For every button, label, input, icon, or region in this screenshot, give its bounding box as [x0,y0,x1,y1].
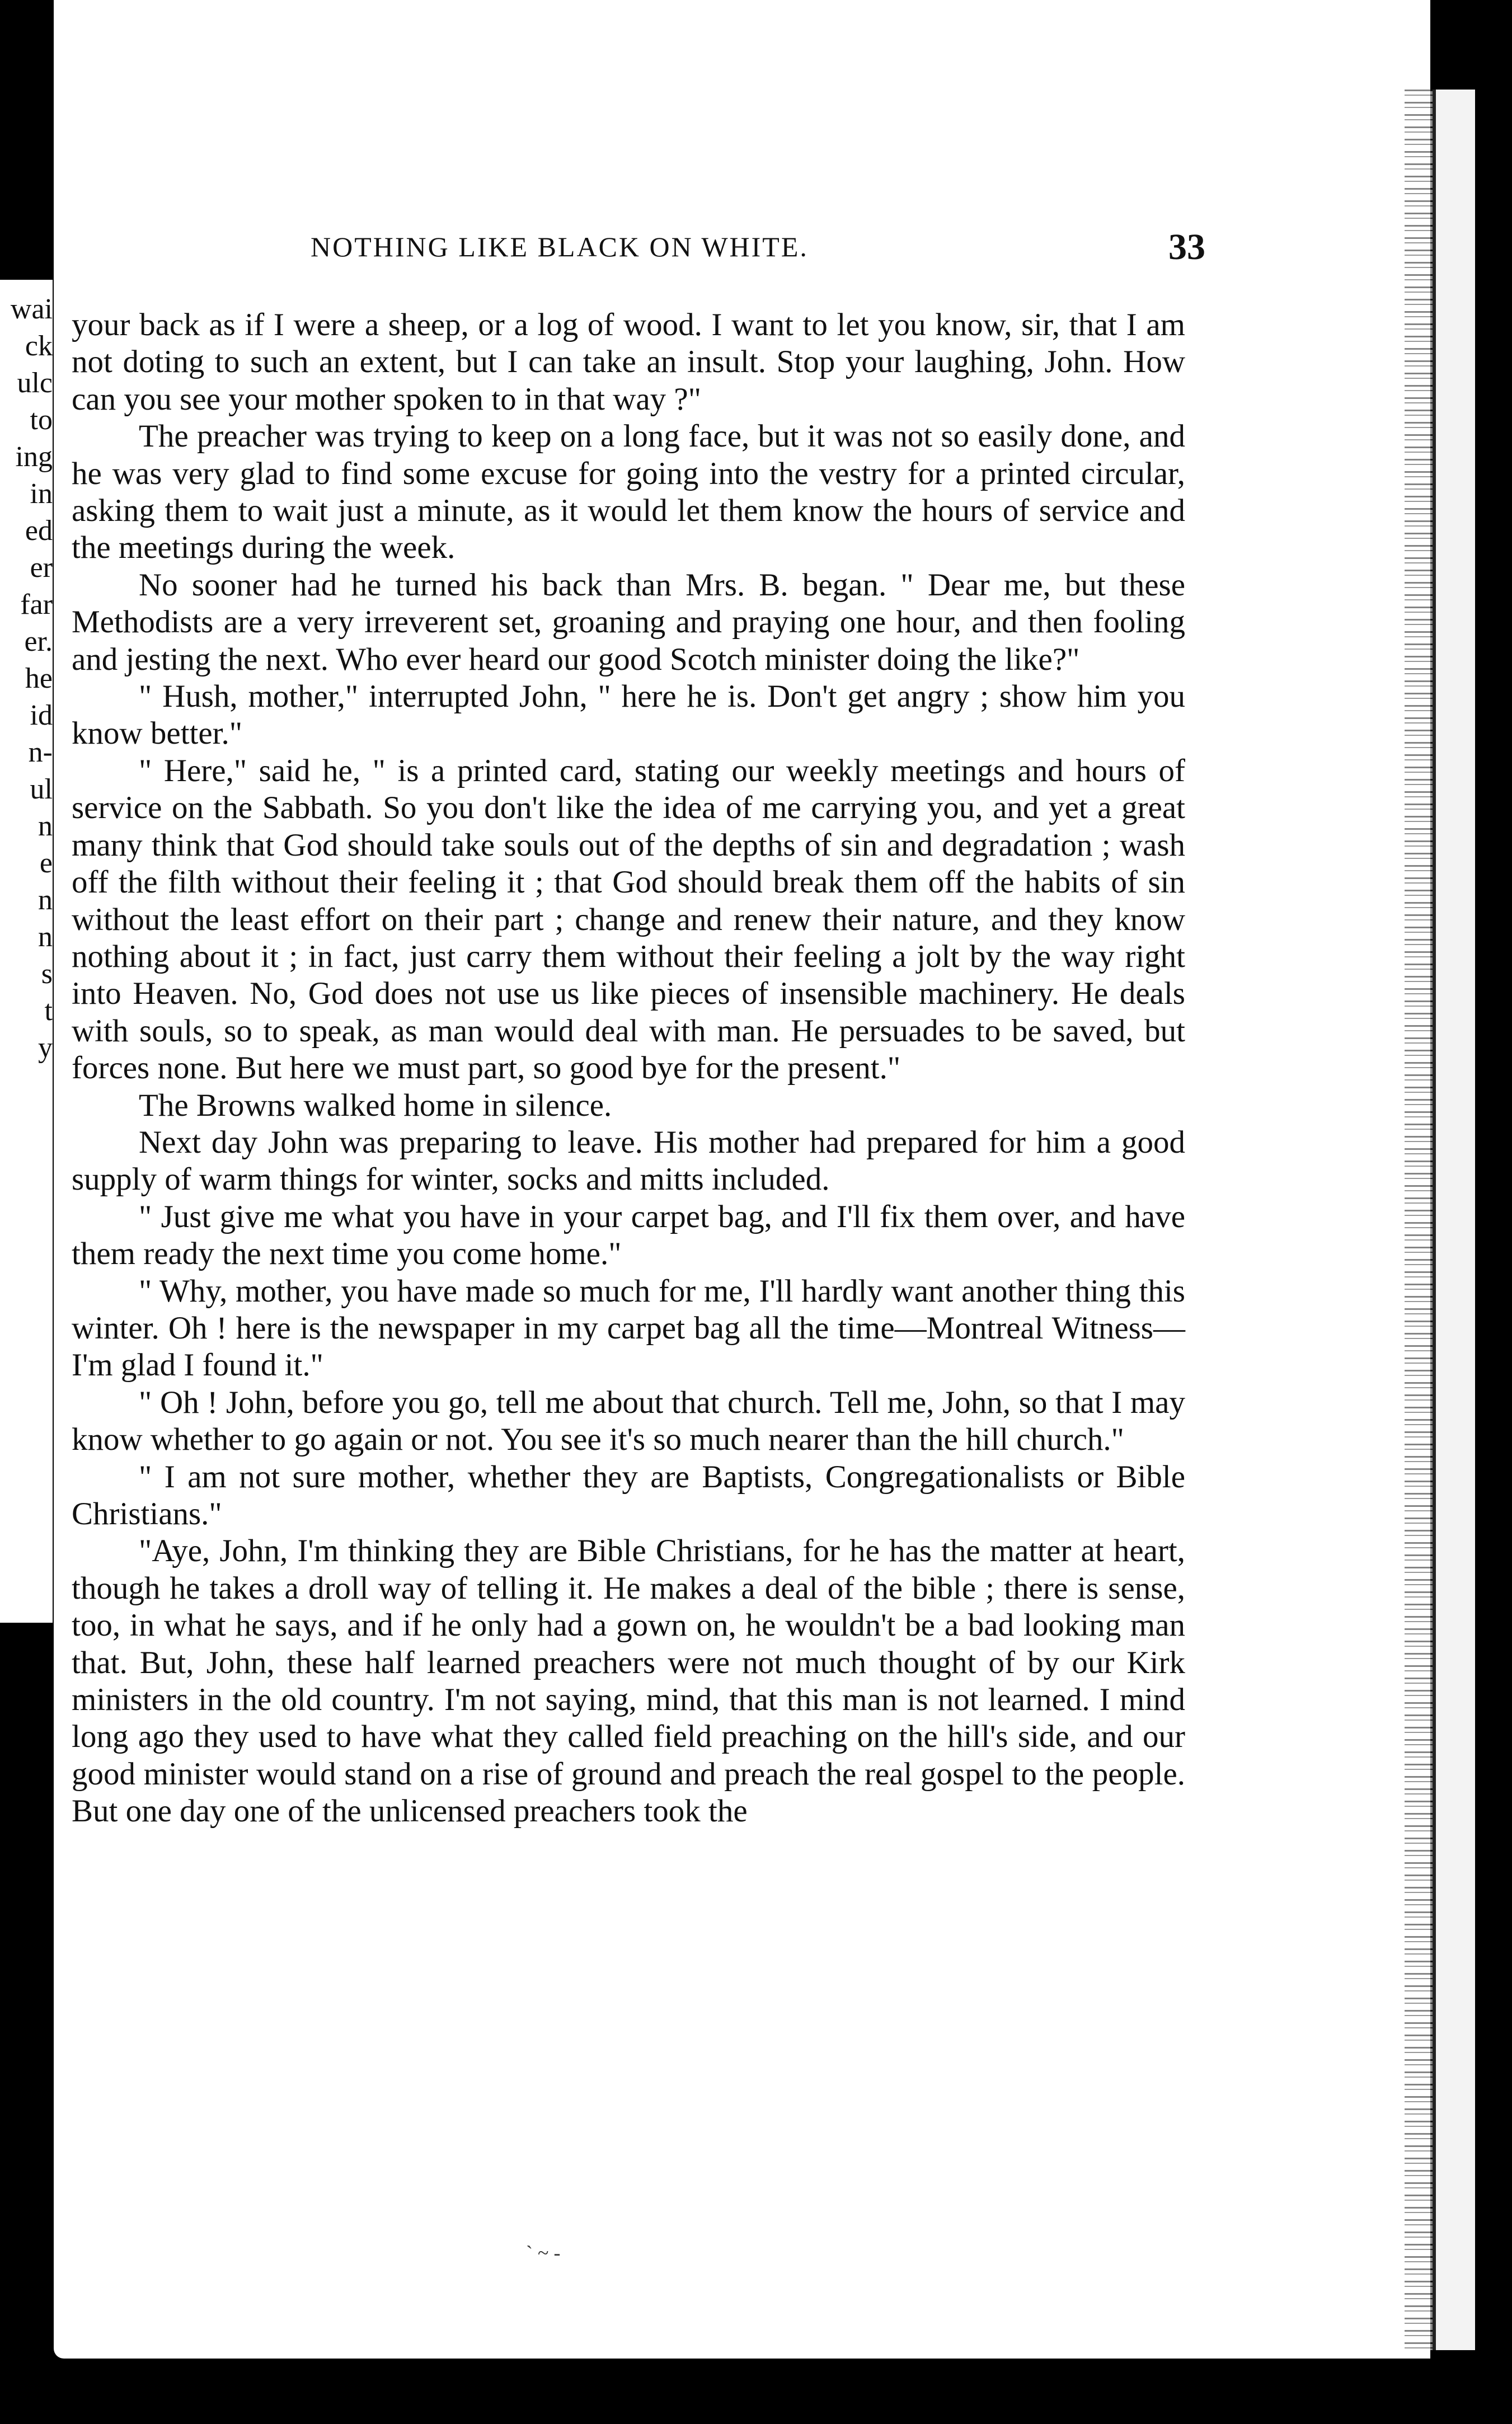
adjacent-page-text-fragments [0,291,53,1067]
printer-mark: ` ~ - [526,2242,561,2264]
paragraph: " Here," said he, " is a printed card, stating our weekly meetings and hours of service on the Sabbath. So you don't like the idea of me carrying you, and yet a great many think that God should take souls out of the depths of sin and degradation ; wash off the filth without their feeling it ; that God should break them off the habits of sin without the least effort on their part ; change and renew their nature, and they know nothing about it ; in fact, just carry them without their feeling a jolt by the way right into Heaven. No, God does not use us like pieces of insensible machinery. He deals with souls, so to speak, as man would deal with man. He persuades to be saved, but forces none. But here we must part, so good bye for the present." [72,753,1185,1086]
paragraph: " Hush, mother," interrupted John, " here he is. Don't get angry ; show him you know better." [72,679,1185,751]
page-number: 33 [1168,227,1205,267]
adjacent-fragment: ck [25,330,53,362]
adjacent-fragment: y [38,1032,53,1064]
adjacent-fragment: n- [28,736,53,768]
adjacent-fragment: er. [24,626,53,657]
adjacent-fragment: ing [15,441,53,473]
adjacent-fragment: wai [10,293,53,325]
page-edge-shadow [1405,90,1436,2350]
page-stack-edge [1433,90,1475,2350]
paragraph: No sooner had he turned his back than Mrs. B. began. " Dear me, but these Methodists are a very irreverent set, groaning and praying one hour, and then fooling and jesting the next. Who ever heard our good Scotch minister doing the like?" [72,567,1185,677]
paragraph: " I am not sure mother, whether they are Baptists, Congregationalists or Bible Christians." [72,1459,1185,1532]
running-head: NOTHING LIKE BLACK ON WHITE. [311,231,809,262]
paragraph: your back as if I were a sheep, or a log of wood. I want to let you know, sir, that I am not doting to such an extent, but I can take an insult. Stop your laughing, John. How can you see your mother spoken to in that way ?" [72,307,1185,417]
paragraph: The Browns walked home in silence. [139,1087,612,1123]
adjacent-fragment: er [30,552,53,584]
adjacent-fragment: to [30,404,53,436]
paragraph: " Just give me what you have in your carpet bag, and I'll fix them over, and have them ready the next time you come home." [72,1199,1185,1272]
adjacent-fragment: he [25,663,53,694]
adjacent-fragment: in [30,478,53,510]
adjacent-fragment: ulc [17,367,53,399]
paragraph: "Aye, John, I'm thinking they are Bible Christians, for he has the matter at heart, though he takes a droll way of telling it. He makes a deal of the bible ; there is sense, too, in what he says, and if he only had a gown on, he wouldn't be a bad looking man that. But, John, these half learned preachers were not much thought of by our Kirk ministers in the old country. I'm not saying, mind, that this man is not learned. I mind long ago they used to have what they called field preaching on the hill's side, and our good minister would stand on a rise of ground and preach the real gospel to the people. But one day one of the unlicensed preachers took the [72,1533,1185,1829]
adjacent-fragment: t [44,995,53,1027]
body-text [72,307,1185,1830]
adjacent-fragment: n [38,810,53,842]
adjacent-fragment: id [30,699,53,731]
adjacent-fragment: ed [25,515,53,547]
adjacent-page-strip [0,0,58,2424]
adjacent-fragment: n [38,884,53,916]
adjacent-fragment: far [20,589,53,621]
adjacent-fragment: e [39,847,53,879]
paragraph: " Why, mother, you have made so much for me, I'll hardly want another thing this winter. Oh ! here is the newspaper in my carpet bag all the time—Montreal Witness—I'm glad I found it." [72,1273,1185,1383]
adjacent-fragment: ul [30,773,53,805]
adjacent-fragment: n [38,921,53,953]
paragraph: Next day John was preparing to leave. His mother had prepared for him a good supply of warm things for winter, socks and mitts included. [72,1124,1185,1197]
paragraph: " Oh ! John, before you go, tell me about that church. Tell me, John, so that I may know whether to go again or not. You see it's so much nearer than the hill church." [72,1384,1185,1458]
paragraph: The preacher was trying to keep on a long face, but it was not so easily done, and he was very glad to find some excuse for going into the vestry for a printed circular, asking them to wait just a minute, as it would let them know the hours of service and the meetings during the week. [72,419,1185,566]
adjacent-fragment: s [41,958,53,990]
